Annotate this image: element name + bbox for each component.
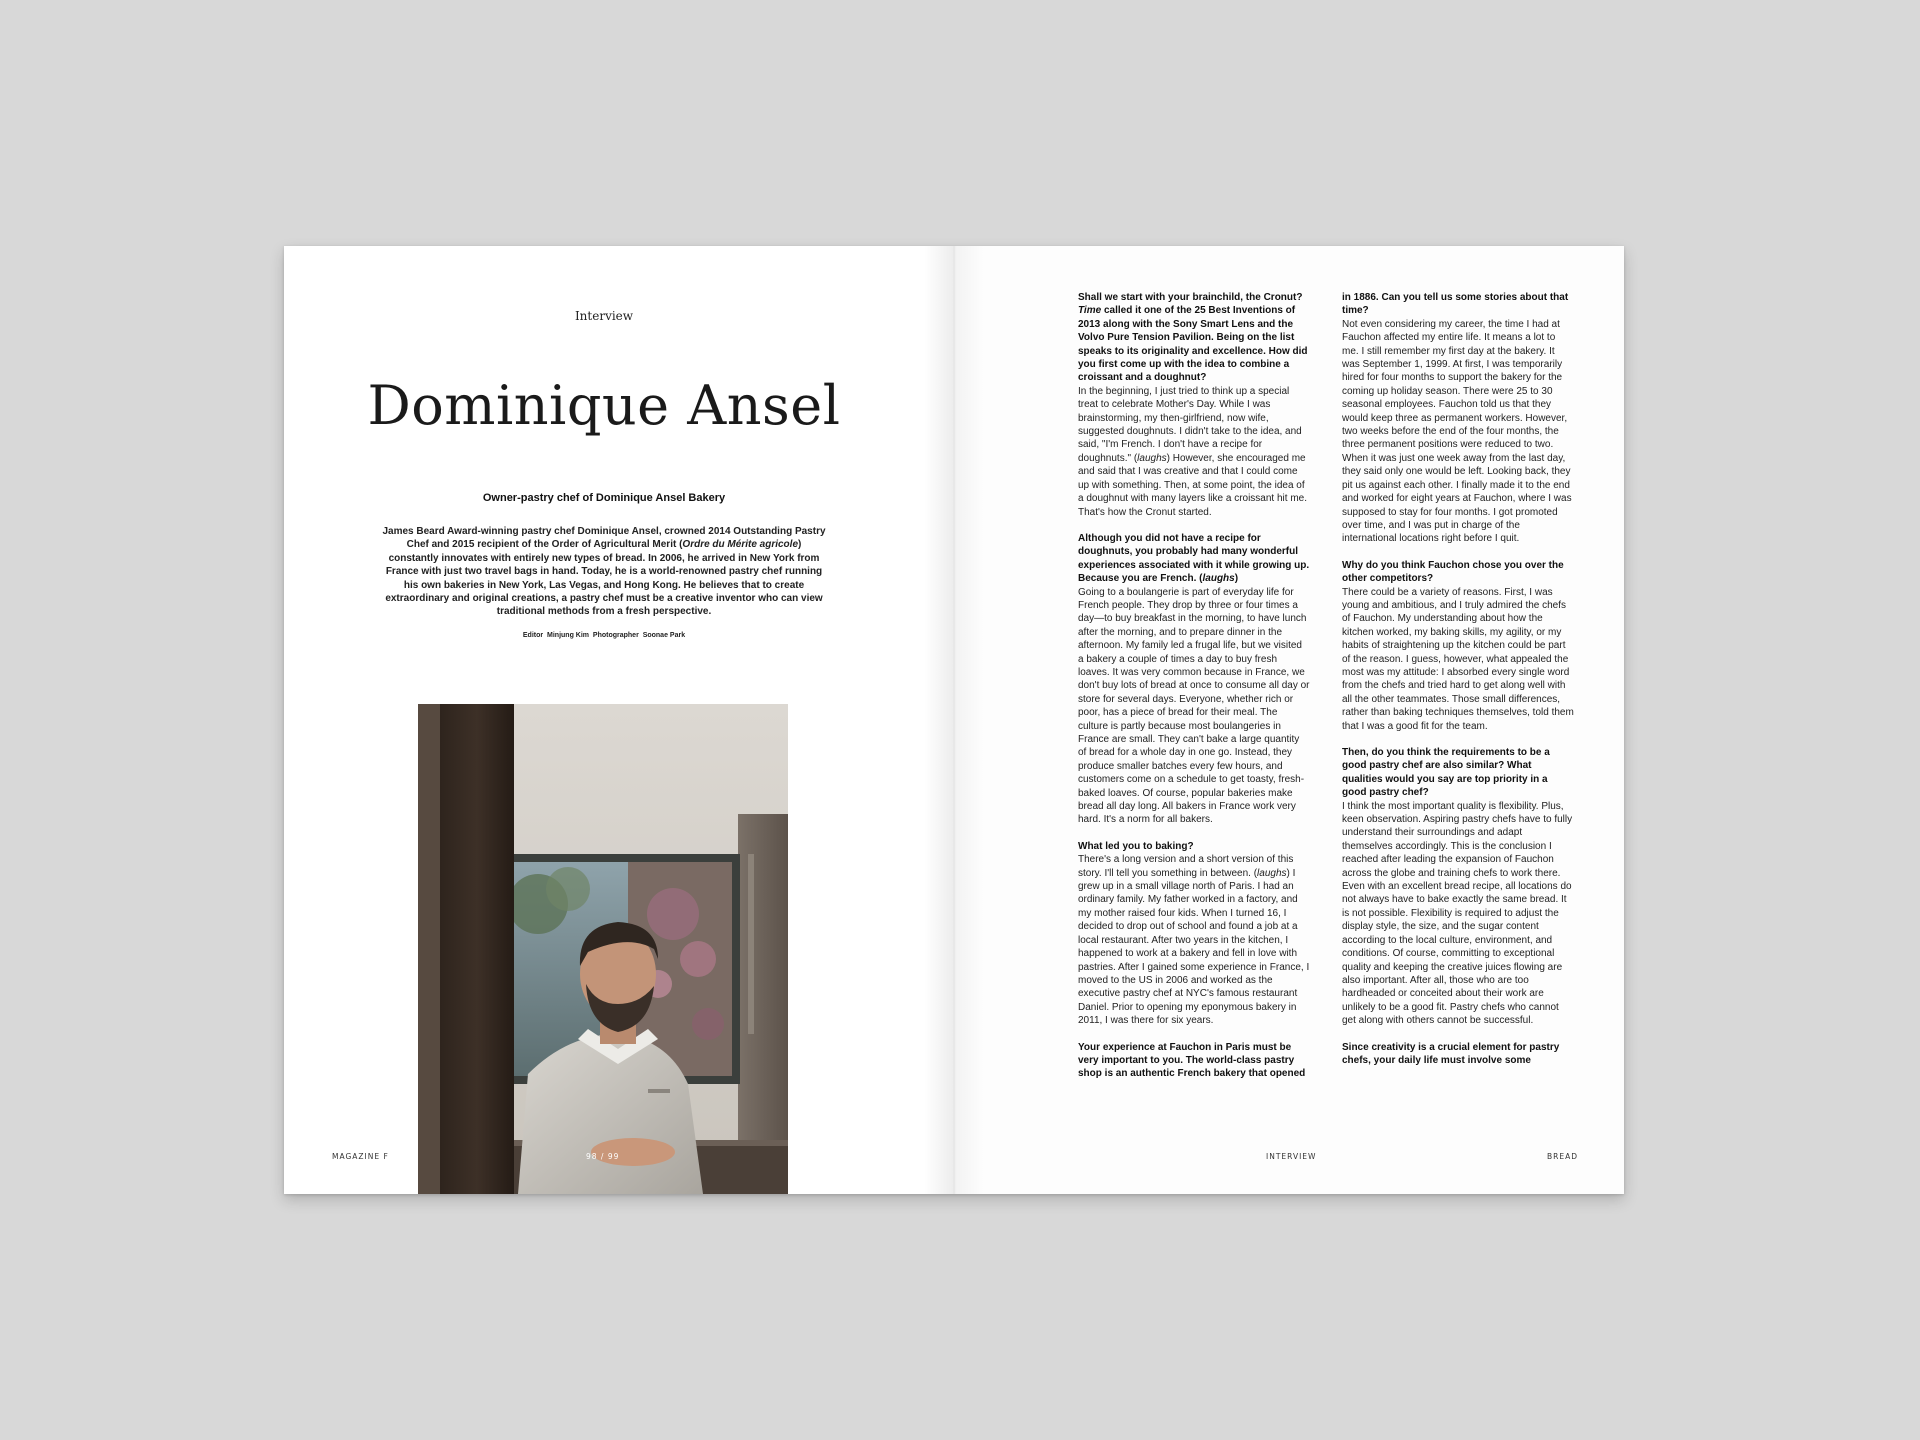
qa-block xyxy=(1342,746,1574,1028)
text-column-1 xyxy=(1078,291,1310,1094)
qa-block xyxy=(1078,1041,1310,1081)
left-page xyxy=(284,246,954,1194)
intro-paragraph xyxy=(382,525,826,619)
intro-text-2: ) constantly innovates with entirely new types of bread. In 2006, he arrived in New York from France with just two travel bags in hand. Today, he is a world-renowned pastry chef running his own bakeries in New York, Las Vegas, and Hong Kong. He believes that to create extraordinary and original creations, a pastry chef must be a creative inventor who can view traditional methods from a fresh perspective. xyxy=(385,539,823,618)
interview-answer xyxy=(1078,385,1310,519)
interview-question xyxy=(1342,559,1574,586)
interview-question xyxy=(1342,746,1574,800)
article-body xyxy=(1078,291,1578,1111)
text-run: Although you did not have a recipe for doughnuts, you probably had many wonderful experiences associated with it while growing up. Because you are French. ( xyxy=(1078,532,1310,585)
footer-magazine-name: MAGAZINE F xyxy=(332,1152,389,1161)
article-subtitle: Owner-pastry chef of Dominique Ansel Bakery xyxy=(482,492,726,504)
intro-text-1: James Beard Award-winning pastry chef Dominique Ansel, crowned 2014 Outstanding Pastry Chef and 2015 recipient of the Order of Agricultural Merit ( xyxy=(382,526,826,551)
interview-question xyxy=(1078,291,1310,385)
credits-line xyxy=(284,632,924,639)
qa-block xyxy=(1078,532,1310,827)
text-run: in 1886. Can you tell us some stories about that time? xyxy=(1342,292,1569,317)
interview-answer xyxy=(1342,586,1574,733)
italic-text: laughs xyxy=(1202,573,1235,585)
footer-category: BREAD xyxy=(1547,1152,1579,1161)
qa-block xyxy=(1342,291,1574,546)
editor-name: Minjung Kim xyxy=(547,632,590,639)
interview-answer xyxy=(1078,853,1310,1027)
text-run: ) I grew up in a small village north of Paris. I had an ordinary family. My father worked in a factory, and my mother raised four kids. When I turned 16, I decided to drop out of school and found a job at a local restaurant. After two years in the kitchen, I happened to work at a bakery and fell in love with pastries. After I gained some experience in France, I moved to the US in 2006 and worked as the executive pastry chef at NYC's famous restaurant Daniel. Prior to opening my eponymous bakery in 2011, I was there for six years. xyxy=(1078,867,1310,1027)
interview-question xyxy=(1078,532,1310,586)
qa-block xyxy=(1078,840,1310,1028)
right-page xyxy=(954,246,1624,1194)
interview-answer xyxy=(1342,800,1574,1028)
page-numbers: 98 / 99 xyxy=(586,1152,620,1161)
text-run: called it one of the 25 Best Inventions of 2013 along with the Sony Smart Lens and the Volvo Pure Tension Pavilion. Being on the list speaks to its originality and excellence. How did you first come up with the idea to combine a croissant and a doughnut? xyxy=(1078,305,1308,384)
footer-section: INTERVIEW xyxy=(1266,1152,1317,1161)
intro-text-italic: Ordre du Mérite agricole xyxy=(682,539,799,551)
italic-text: laughs xyxy=(1257,867,1287,879)
magazine-spread xyxy=(284,246,1624,1194)
chef-portrait-photo xyxy=(418,704,788,1194)
interview-question xyxy=(1342,1041,1574,1068)
qa-block xyxy=(1342,559,1574,733)
section-label: Interview xyxy=(574,309,634,323)
text-run: In the beginning, I just tried to think up a special treat to celebrate Mother's Day. While I was brainstorming, my then-girlfriend, now wife, suggested doughnuts. I didn't take to the idea, and said, "I'm French. I don't have a recipe for doughnuts." ( xyxy=(1078,385,1302,464)
editor-label: Editor xyxy=(522,632,544,639)
photographer-name: Soonae Park xyxy=(642,632,686,639)
article-title: Dominique Ansel xyxy=(367,374,841,437)
italic-text: Time xyxy=(1078,305,1102,317)
text-run: There's a long version and a short version of this story. I'll tell you something in between. ( xyxy=(1078,854,1294,879)
interview-question xyxy=(1342,291,1574,318)
text-run: Why do you think Fauchon chose you over the other competitors? xyxy=(1342,559,1564,585)
italic-text: laughs xyxy=(1137,452,1167,464)
text-run: Going to a boulangerie is part of everyday life for French people. They drop by three or four times a day—to buy breakfast in the morning, to have lunch after the morning, and to prepare dinner in the afternoon. My family led a frugal life, but we visited a bakery a couple of times a day to buy fresh loaves. It was very common because in France, we don't buy lots of bread at once to consume all day or store for several days. Everyone, whether rich or poor, has a piece of bread for their meal. The culture is partly because most boulangeries in France are small. They can't bake a large quantity of bread for a whole day in one go. Instead, they produce smaller batches every few hours, and customers come on a schedule to get toasty, fresh-baked loaves. Of course, popular bakeries make bread all day long. All bakers in France work very hard. It's a norm for all bakers. xyxy=(1078,586,1310,826)
qa-block xyxy=(1078,291,1310,519)
text-run: Since creativity is a crucial element for pastry chefs, your daily life must involve some xyxy=(1342,1041,1560,1066)
text-column-2 xyxy=(1342,291,1574,1080)
text-run: ) However, she encouraged me and said that I was creative and that I could come up with something. Then, at some point, the idea of a doughnut with many layers like a croissant hit me. That's how the Cronut started. xyxy=(1078,452,1307,518)
interview-answer xyxy=(1342,318,1574,546)
text-run: Then, do you think the requirements to be a good pastry chef are also similar? What qualities would you say are top priority in a good pastry chef? xyxy=(1342,747,1550,799)
photographer-label: Photographer xyxy=(592,632,639,639)
interview-answer xyxy=(1078,586,1310,827)
qa-block xyxy=(1342,1041,1574,1068)
text-run: Shall we start with your brainchild, the Cronut? xyxy=(1078,292,1303,303)
interview-question xyxy=(1078,1041,1310,1081)
text-run: Your experience at Fauchon in Paris must be very important to you. The world-class pastry shop is an authentic French bakery that opened xyxy=(1078,1041,1306,1080)
text-run: What led you to baking? xyxy=(1078,840,1194,852)
text-run: ) xyxy=(1234,573,1239,585)
interview-question xyxy=(1078,840,1310,853)
text-run: Not even considering my career, the time I had at Fauchon affected my entire life. It means a lot to me. I still remember my first day at the bakery. It was September 1, 1999. At first, I was temporarily hired for four months to support the bakery for the coming up holiday season. There were 25 to 30 seasonal employees. Fauchon told us that they would keep three as permanent workers. However, two weeks before the end of the four months, the three permanent positions were reduced to two. When it was just one week away from the last day, they said only one would be left. Looking back, they pit us against each other. I finally made it to the end and worked for eight years at Fauchon, where I was supposed to stay for four months. I got promoted over time, and I was put in charge of the international locations right before I quit. xyxy=(1342,318,1572,545)
text-run: I think the most important quality is flexibility. Plus, keen observation. Aspiring pastry chefs have to fully understand their surroundings and adapt themselves accordingly. This is the conclusion I reached after leading the expansion of Fauchon across the globe and training chefs to work there. Even with an excellent bread recipe, all locations do not always have to bake exactly the same bread. It is not possible. Flexibility is required to adjust the display style, the size, and the sugar content according to the local culture, environment, and conditions. Of course, committing to exceptional quality and keeping the creative juices flowing are also important. After all, those who are too hardheaded or conceited about their work are unlikely to be a good fit. Pastry chefs who cannot get along with others cannot be successful. xyxy=(1342,800,1573,1027)
text-run: There could be a variety of reasons. First, I was young and ambitious, and I truly admired the chefs of Fauchon. My understanding about how the kitchen worked, my baking skills, my agility, or my habits of straightening up the kitchen could be part of the reason. I guess, however, what appealed the most was my attitude: I absorbed every single word from the chefs and tried hard to get along well with all the other teammates. Those small differences, rather than baking techniques themselves, told them that I was a good fit for the team. xyxy=(1342,586,1574,732)
